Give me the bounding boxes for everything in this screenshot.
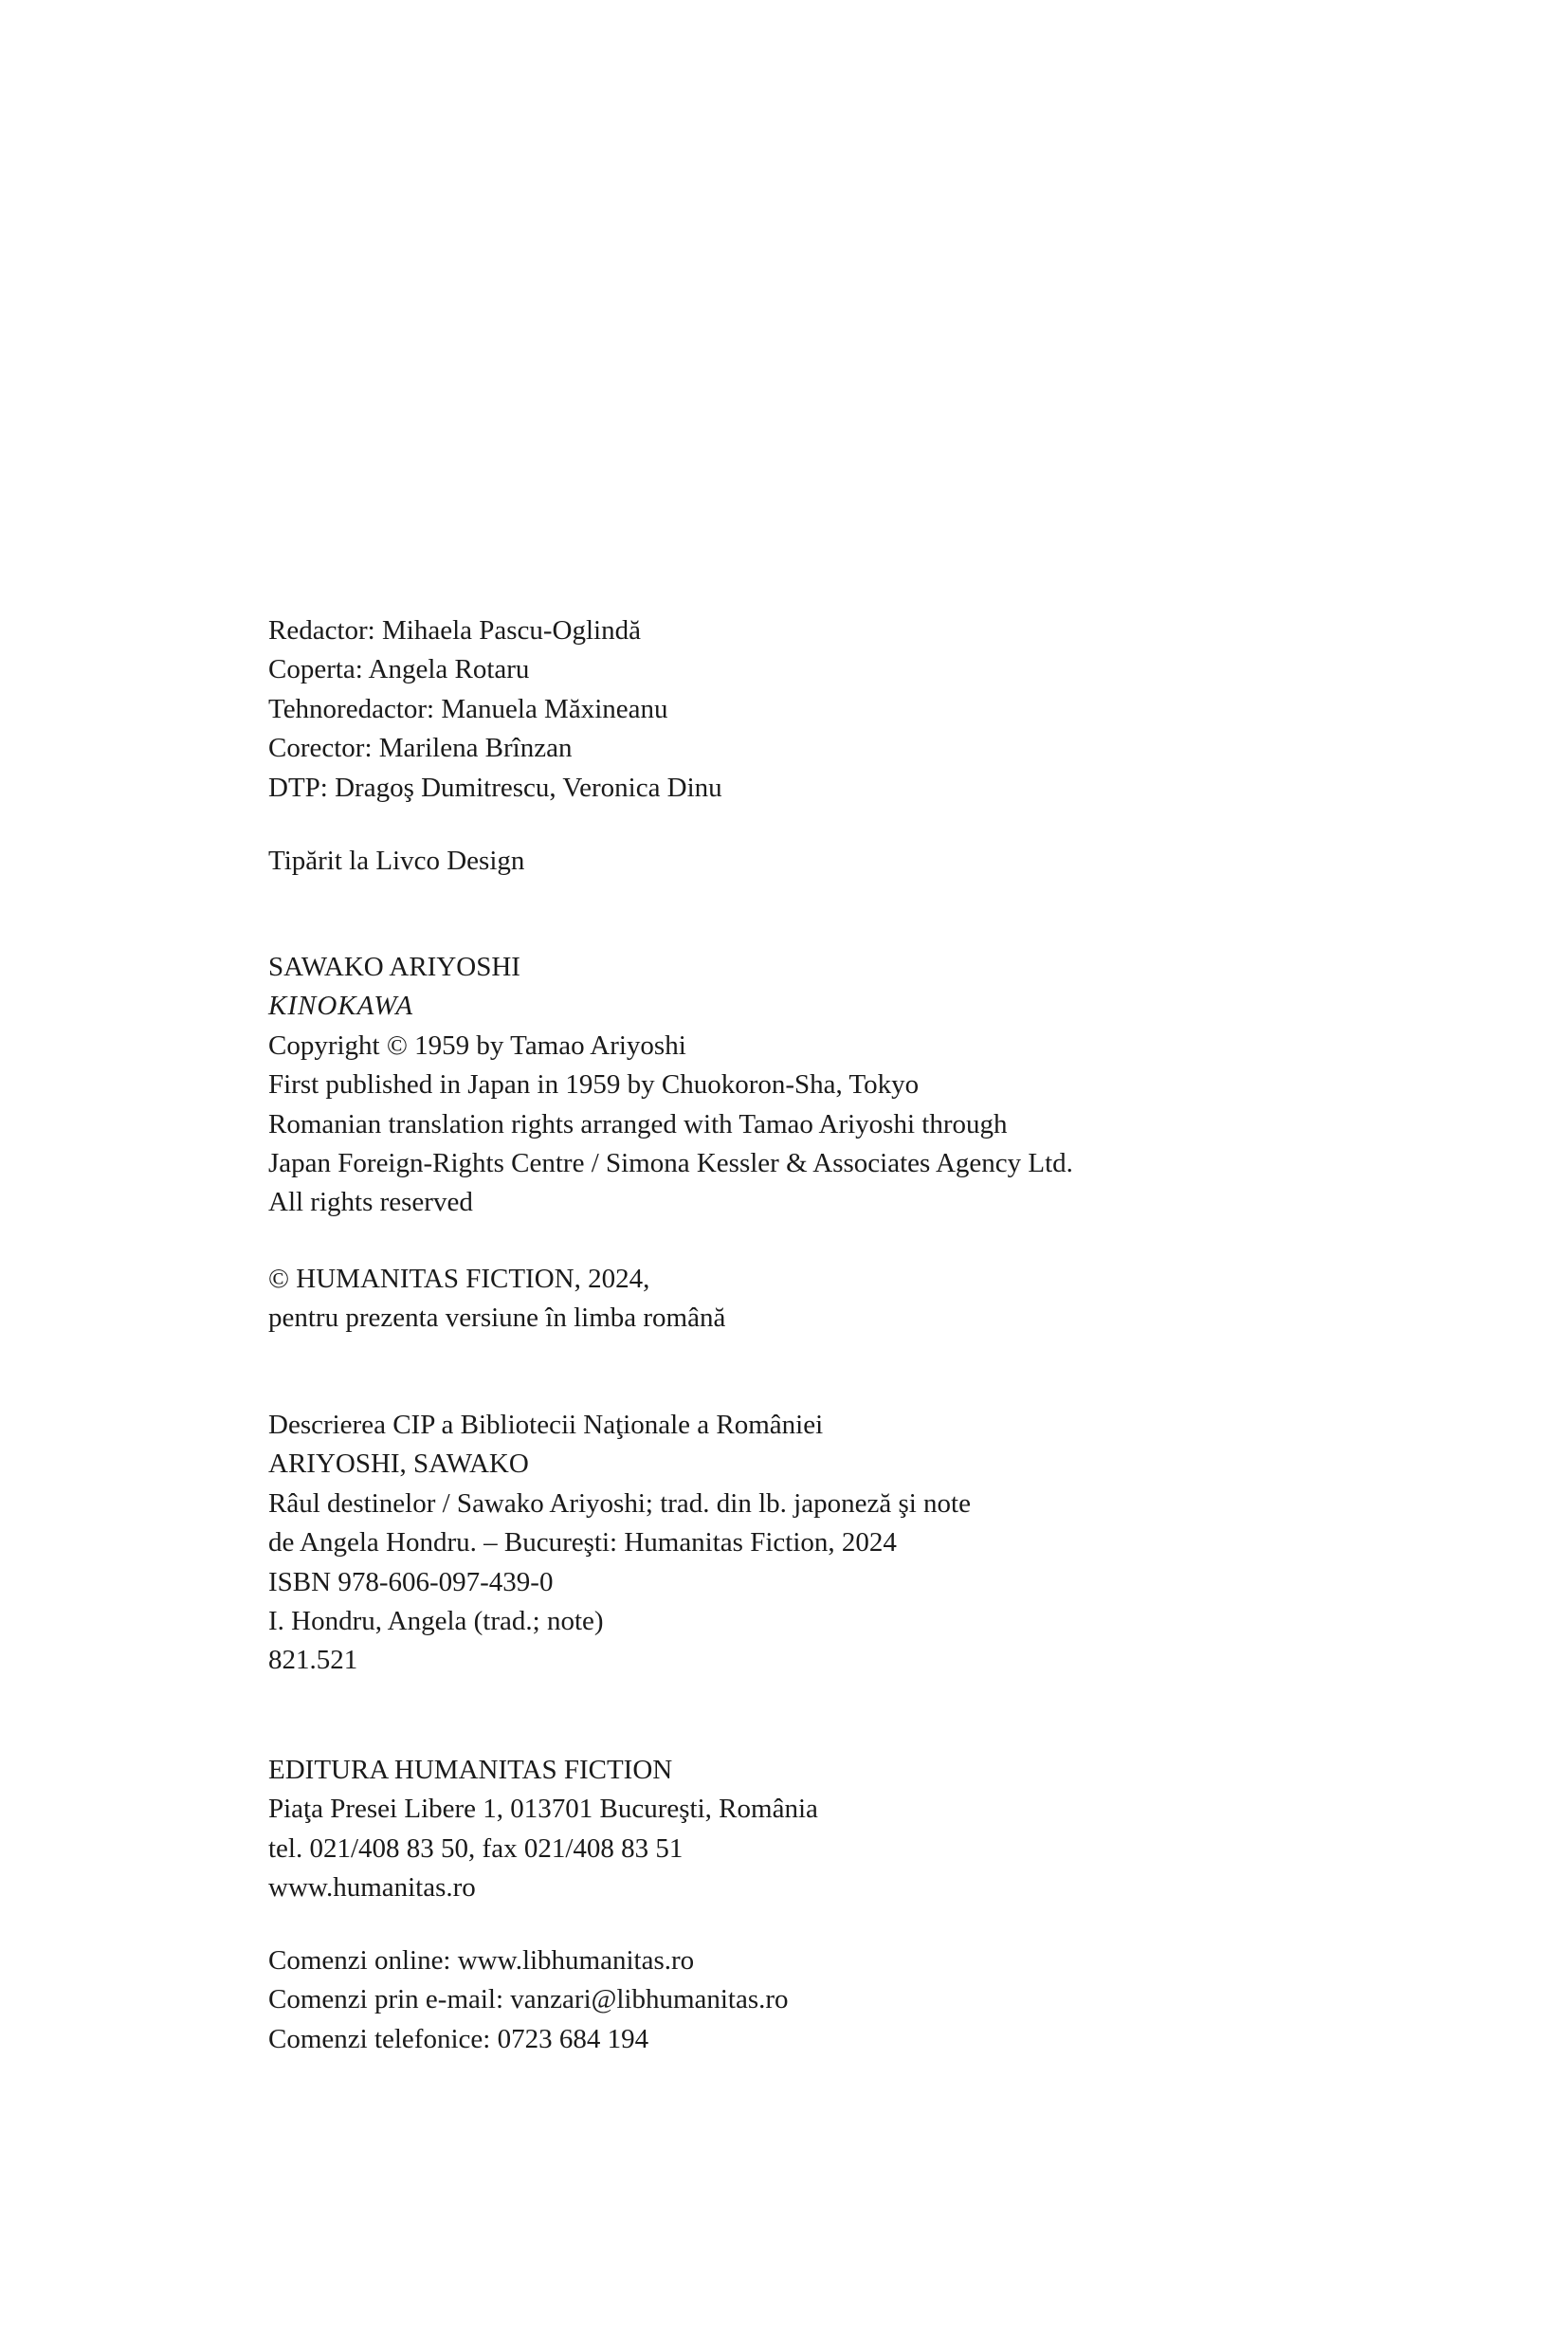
cip-block bbox=[268, 1406, 971, 1681]
publisher-address: Piaţa Presei Libere 1, 013701 Bucureşti, România bbox=[268, 1794, 818, 1825]
copyright-line: pentru prezenta versiune în limba română bbox=[268, 1303, 726, 1334]
orders-block bbox=[268, 1941, 789, 2059]
cip-line: Râul destinelor / Sawako Ariyoshi; trad. din lb. japoneză şi note bbox=[268, 1487, 971, 1519]
cip-line: ARIYOSHI, SAWAKO bbox=[268, 1449, 529, 1480]
credit-typesetter: Tehnoredactor: Manuela Măxineanu bbox=[268, 693, 668, 724]
rights-line: Japan Foreign-Rights Centre / Simona Kessler & Associates Agency Ltd. bbox=[268, 1148, 1073, 1179]
rights-line: Copyright © 1959 by Tamao Ariyoshi bbox=[268, 1030, 686, 1061]
copyright-line: © HUMANITAS FICTION, 2024, bbox=[268, 1264, 650, 1294]
rights-line: First published in Japan in 1959 by Chuokoron-Sha, Tokyo bbox=[268, 1069, 920, 1101]
rights-line: Romanian translation rights arranged with Tamao Ariyoshi through bbox=[268, 1108, 1008, 1139]
credit-dtp: DTP: Dragoş Dumitrescu, Veronica Dinu bbox=[268, 772, 722, 803]
printer-line: Tipărit la Livco Design bbox=[268, 846, 525, 876]
orders-phone: Comenzi telefonice: 0723 684 194 bbox=[268, 2023, 649, 2054]
orders-email: Comenzi prin e-mail: vanzari@libhumanitas.ro bbox=[268, 1984, 789, 2015]
credit-editor: Redactor: Mihaela Pascu-Oglindă bbox=[268, 615, 641, 646]
publisher-name: EDITURA HUMANITAS FICTION bbox=[268, 1755, 673, 1785]
credit-cover: Coperta: Angela Rotaru bbox=[268, 654, 530, 685]
credit-proofreader: Corector: Marilena Brînzan bbox=[268, 733, 573, 764]
cip-heading: Descrierea CIP a Bibliotecii Naţionale a României bbox=[268, 1410, 824, 1440]
publisher-website: www.humanitas.ro bbox=[268, 1872, 476, 1904]
original-rights-block bbox=[268, 948, 1073, 1223]
credits-block bbox=[268, 611, 722, 808]
cip-isbn: ISBN 978-606-097-439-0 bbox=[268, 1566, 554, 1597]
rights-line: All rights reserved bbox=[268, 1187, 473, 1218]
cip-line: 821.521 bbox=[268, 1645, 358, 1676]
original-title: KINOKAWA bbox=[268, 991, 414, 1022]
printer-block bbox=[268, 842, 524, 881]
cip-line: I. Hondru, Angela (trad.; note) bbox=[268, 1606, 604, 1637]
publisher-phone: tel. 021/408 83 50, fax 021/408 83 51 bbox=[268, 1832, 684, 1864]
cip-line: de Angela Hondru. – Bucureşti: Humanitas Fiction, 2024 bbox=[268, 1527, 897, 1558]
publisher-block bbox=[268, 1751, 818, 1908]
original-author: SAWAKO ARIYOSHI bbox=[268, 952, 520, 982]
orders-online: Comenzi online: www.libhumanitas.ro bbox=[268, 1945, 695, 1976]
copyright-block bbox=[268, 1260, 725, 1339]
